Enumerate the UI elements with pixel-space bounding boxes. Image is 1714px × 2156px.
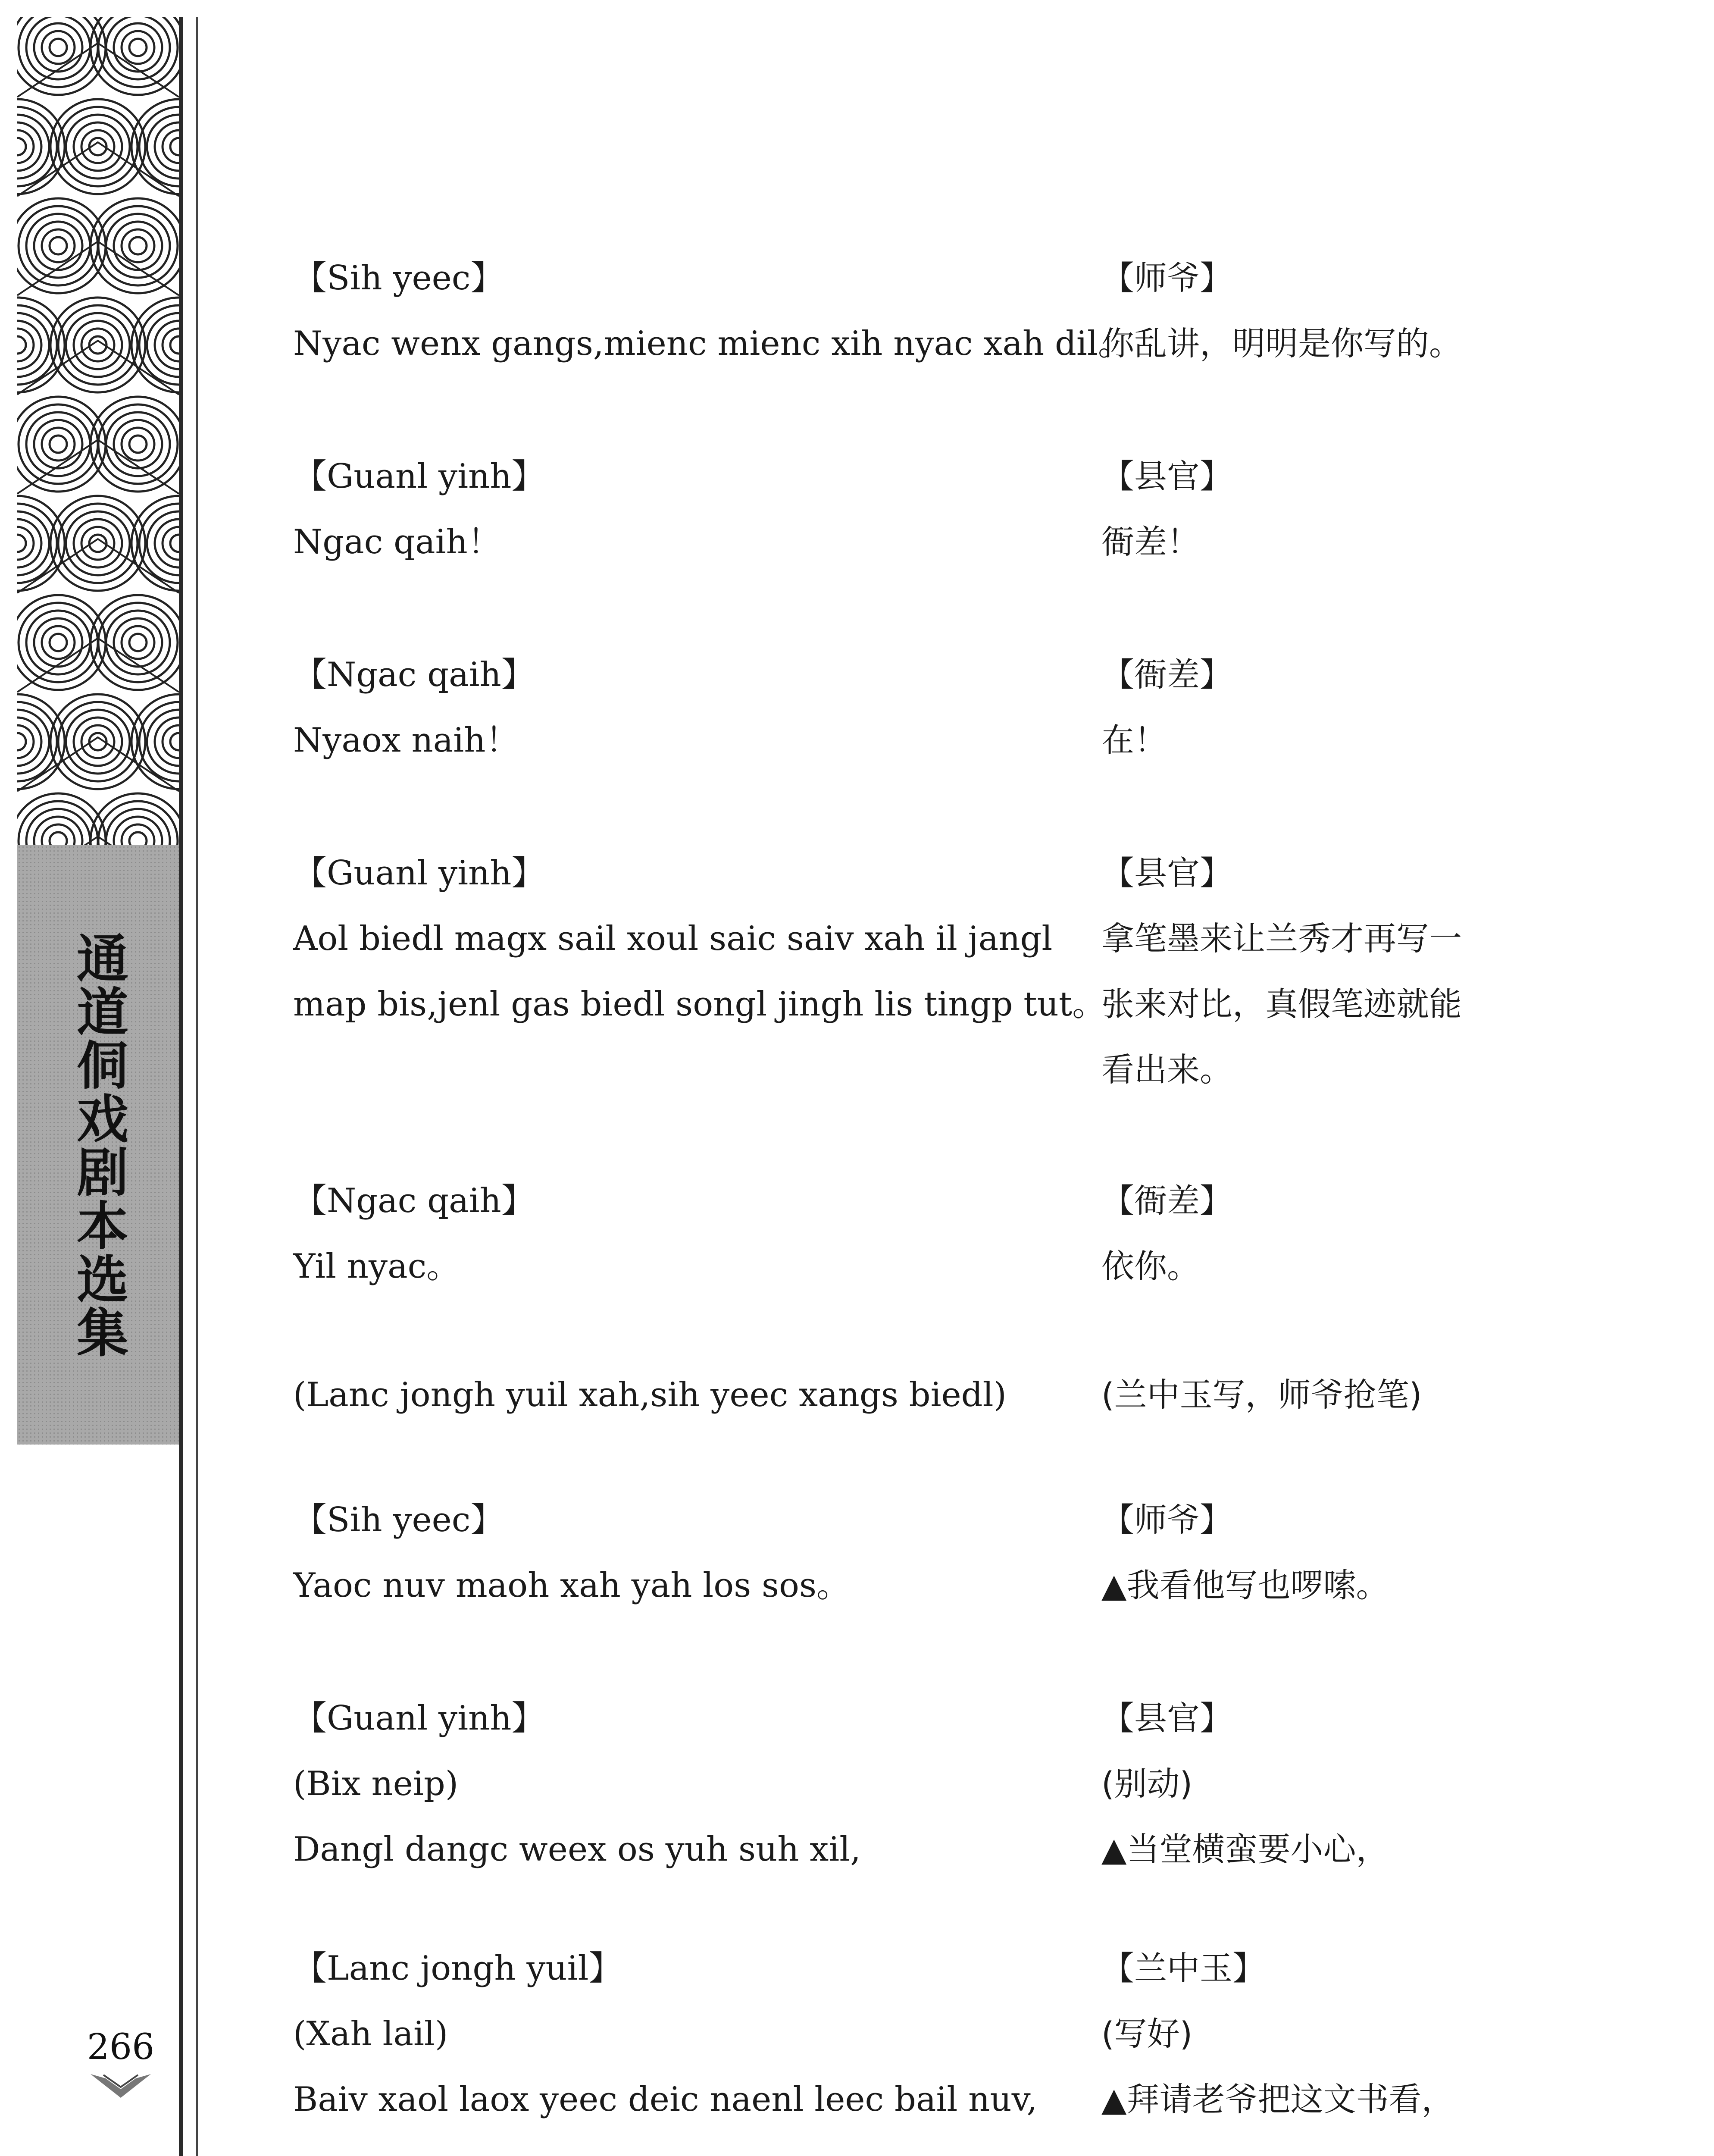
dialogue-line-dong: Nyaox naih！ xyxy=(293,721,519,760)
dialogue-line-dong: Yil nyac。 xyxy=(293,1247,460,1286)
dialogue-line-dong: map bis,jenl gas biedl songl jingh lis tingp tut。 xyxy=(293,985,1106,1024)
cloud-pattern-icon xyxy=(17,17,179,845)
dialogue-line-dong: Yaoc nuv maoh xah yah los sos。 xyxy=(293,1566,851,1605)
dialogue-line-zh: (别动) xyxy=(1101,1764,1193,1803)
speaker-name-dong: 【Guanl yinh】 xyxy=(293,1699,545,1738)
dialogue-line-dong: Aol biedl magx sail xoul saic saiv xah il jangl xyxy=(293,919,1053,958)
book-title-panel xyxy=(17,845,179,1445)
speaker-name-zh: 【师爷】 xyxy=(1101,259,1232,297)
speaker-name-dong: 【Sih yeec】 xyxy=(293,259,504,298)
dialogue-line-zh: 看出来。 xyxy=(1101,1050,1232,1089)
speaker-name-zh: 【师爷】 xyxy=(1101,1501,1232,1539)
speaker-name-zh: 【衙差】 xyxy=(1101,655,1232,694)
dialogue-line-zh: (兰中玉写，师爷抢笔) xyxy=(1101,1376,1422,1414)
dialogue-line-dong: Nyac wenx gangs,mienc mienc xih nyac xah dil。 xyxy=(293,324,1132,363)
dialogue-line-zh: ▲当堂横蛮要小心， xyxy=(1101,1830,1389,1868)
dialogue-line-zh: ▲我看他写也啰嗦。 xyxy=(1101,1566,1389,1604)
dialogue-line-zh: ▲拜请老爷把这文书看， xyxy=(1101,2080,1454,2118)
dialogue-line-dong: (Bix neip) xyxy=(293,1764,459,1803)
dialogue-line-zh: 衙差！ xyxy=(1101,523,1200,561)
speaker-name-zh: 【县官】 xyxy=(1101,1699,1232,1737)
dialogue-line-zh: 张来对比，真假笔迹就能 xyxy=(1101,985,1462,1023)
page-margin-rule-thin xyxy=(196,17,198,2156)
dialogue-line-dong: Dangl dangc weex os yuh suh xil, xyxy=(293,1830,861,1869)
dialogue-line-zh: 依你。 xyxy=(1101,1247,1200,1285)
speaker-name-dong: 【Ngac qaih】 xyxy=(293,1181,535,1220)
dialogue-line-zh: (写好) xyxy=(1101,2015,1193,2053)
speaker-name-zh: 【县官】 xyxy=(1101,457,1232,495)
speaker-name-dong: 【Lanc jongh yuil】 xyxy=(293,1949,622,1988)
page-number: 266 xyxy=(87,2027,155,2068)
speaker-name-dong: 【Guanl yinh】 xyxy=(293,854,545,893)
speaker-name-zh: 【衙差】 xyxy=(1101,1181,1232,1220)
dialogue-line-dong: Baiv xaol laox yeec deic naenl leec bail nuv, xyxy=(293,2080,1038,2119)
speaker-name-dong: 【Guanl yinh】 xyxy=(293,457,545,496)
dialogue-line-zh: 在！ xyxy=(1101,721,1167,759)
speaker-name-zh: 【兰中玉】 xyxy=(1101,1949,1265,1987)
dialogue-line-dong: Ngac qaih！ xyxy=(293,523,501,561)
dialogue-line-zh: 你乱讲，明明是你写的。 xyxy=(1101,324,1462,363)
page-margin-rule xyxy=(179,17,183,2156)
speaker-name-dong: 【Sih yeec】 xyxy=(293,1501,504,1539)
dialogue-line-zh: 拿笔墨来让兰秀才再写一 xyxy=(1101,919,1462,958)
book-title: 通道侗戏剧本选集 xyxy=(68,931,128,1359)
dialogue-line-dong: (Xah lail) xyxy=(293,2015,448,2053)
dialogue-line-dong: (Lanc jongh yuil xah,sih yeec xangs biedl) xyxy=(293,1376,1007,1414)
ornament-icon xyxy=(88,2070,153,2100)
speaker-name-dong: 【Ngac qaih】 xyxy=(293,655,535,694)
speaker-name-zh: 【县官】 xyxy=(1101,854,1232,892)
decorative-pattern-band xyxy=(17,17,179,845)
